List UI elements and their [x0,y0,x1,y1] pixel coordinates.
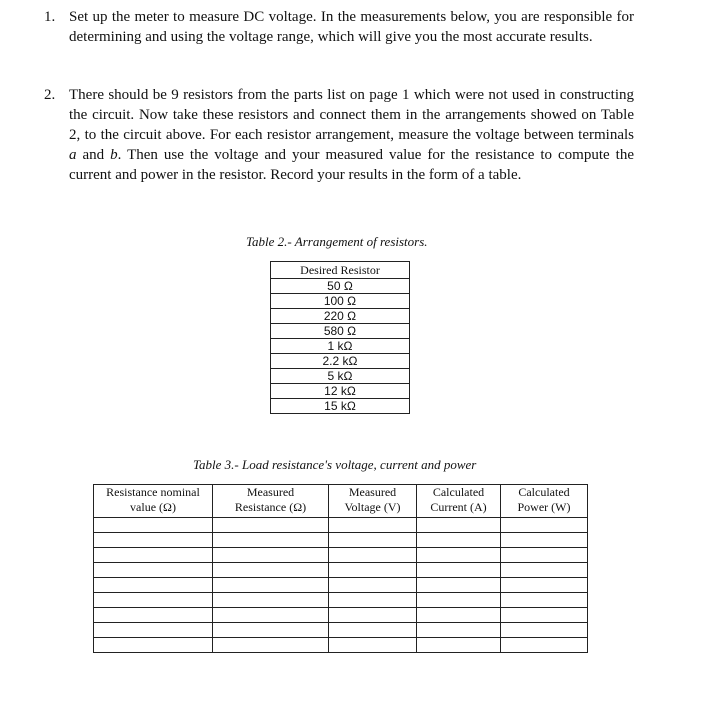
empty-cell[interactable] [417,623,501,638]
header-line: Voltage (V) [344,500,401,514]
header-line: Current (A) [430,500,487,514]
header-line: Calculated [432,485,485,499]
empty-cell[interactable] [501,638,588,653]
empty-cell[interactable] [329,533,417,548]
resistor-arrangement-table [270,261,410,414]
empty-cell[interactable] [417,593,501,608]
empty-cell[interactable] [213,623,329,638]
empty-cell[interactable] [94,548,213,563]
empty-cell[interactable] [94,533,213,548]
instruction-item-2 [44,85,634,185]
terminal-b-variable: b [110,147,118,163]
empty-cell[interactable] [329,518,417,533]
header-line: Resistance nominal [106,485,200,499]
empty-cell[interactable] [501,533,588,548]
empty-cell[interactable] [329,578,417,593]
header-line: Power (W) [517,500,571,514]
empty-cell[interactable] [213,548,329,563]
empty-cell[interactable] [213,608,329,623]
load-resistance-table [93,484,588,653]
table2-cell: 220 Ω [271,309,410,324]
instruction-item-1 [44,7,634,47]
empty-cell[interactable] [501,563,588,578]
empty-cell[interactable] [329,623,417,638]
empty-cell[interactable] [213,518,329,533]
table3-header [417,485,501,518]
empty-cell[interactable] [417,548,501,563]
table2-cell: 1 kΩ [271,339,410,354]
empty-cell[interactable] [417,563,501,578]
empty-cell[interactable] [417,533,501,548]
empty-cell[interactable] [417,638,501,653]
header-line: Resistance (Ω) [234,500,307,514]
empty-cell[interactable] [213,533,329,548]
table3-caption: Table 3.- Load resistance's voltage, current and power [193,457,477,472]
table-row [94,518,588,533]
header-line: Calculated [518,485,570,499]
table3-header [94,485,213,518]
table2-cell: 15 kΩ [271,399,410,414]
table-row [94,638,588,653]
empty-cell[interactable] [329,638,417,653]
table2-cell: 100 Ω [271,294,410,309]
empty-cell[interactable] [94,623,213,638]
table2-cell: 2.2 kΩ [271,354,410,369]
empty-cell[interactable] [213,563,329,578]
item-text-part: . Then use the voltage and your measured value for the resistance to compute the current and power in the resistor. Record your results in the form of a table. [69,147,634,183]
empty-cell[interactable] [213,578,329,593]
item-number: 2. [44,87,56,103]
empty-cell[interactable] [501,608,588,623]
empty-cell[interactable] [329,563,417,578]
empty-cell[interactable] [501,548,588,563]
item-number: 1. [44,9,56,25]
table3-header [213,485,329,518]
table2-caption: Table 2.- Arrangement of resistors. [246,234,428,249]
empty-cell[interactable] [417,518,501,533]
empty-cell[interactable] [213,593,329,608]
empty-cell[interactable] [329,548,417,563]
empty-cell[interactable] [94,563,213,578]
header-line: Measured [348,485,397,499]
item-text: Set up the meter to measure DC voltage. In the measurements below, you are responsible for determining and using the voltage range, which will give you the most accurate results. [69,9,634,45]
terminal-a-variable: a [69,147,77,163]
empty-cell[interactable] [329,608,417,623]
table2-cell: 50 Ω [271,279,410,294]
table2-cell: 5 kΩ [271,369,410,384]
empty-cell[interactable] [94,608,213,623]
empty-cell[interactable] [417,578,501,593]
table-row [94,623,588,638]
table-row [94,563,588,578]
header-line: value (Ω) [130,500,176,514]
table-row [94,593,588,608]
item-text-part: There should be 9 resistors from the parts list on page 1 which were not used in constructing the circuit. Now take these resistors and connect them in the arrangements showed on Table 2, to the circuit above. For each resistor arrangement, measure the voltage between terminals [69,87,634,143]
empty-cell[interactable] [501,518,588,533]
empty-cell[interactable] [501,623,588,638]
empty-cell[interactable] [94,638,213,653]
empty-cell[interactable] [417,608,501,623]
empty-cell[interactable] [501,578,588,593]
table2-cell: 12 kΩ [271,384,410,399]
item-text [69,85,634,185]
empty-cell[interactable] [94,593,213,608]
empty-cell[interactable] [501,593,588,608]
table-row [94,548,588,563]
header-line: Measured [246,485,295,499]
item-text-part: and [76,147,111,163]
empty-cell[interactable] [94,518,213,533]
table-row [94,533,588,548]
empty-cell[interactable] [329,593,417,608]
table3-header [329,485,417,518]
table3-header [501,485,588,518]
table-row [94,608,588,623]
table2-header: Desired Resistor [271,262,410,279]
table2-cell: 580 Ω [271,324,410,339]
table-row [94,578,588,593]
empty-cell[interactable] [213,638,329,653]
empty-cell[interactable] [94,578,213,593]
